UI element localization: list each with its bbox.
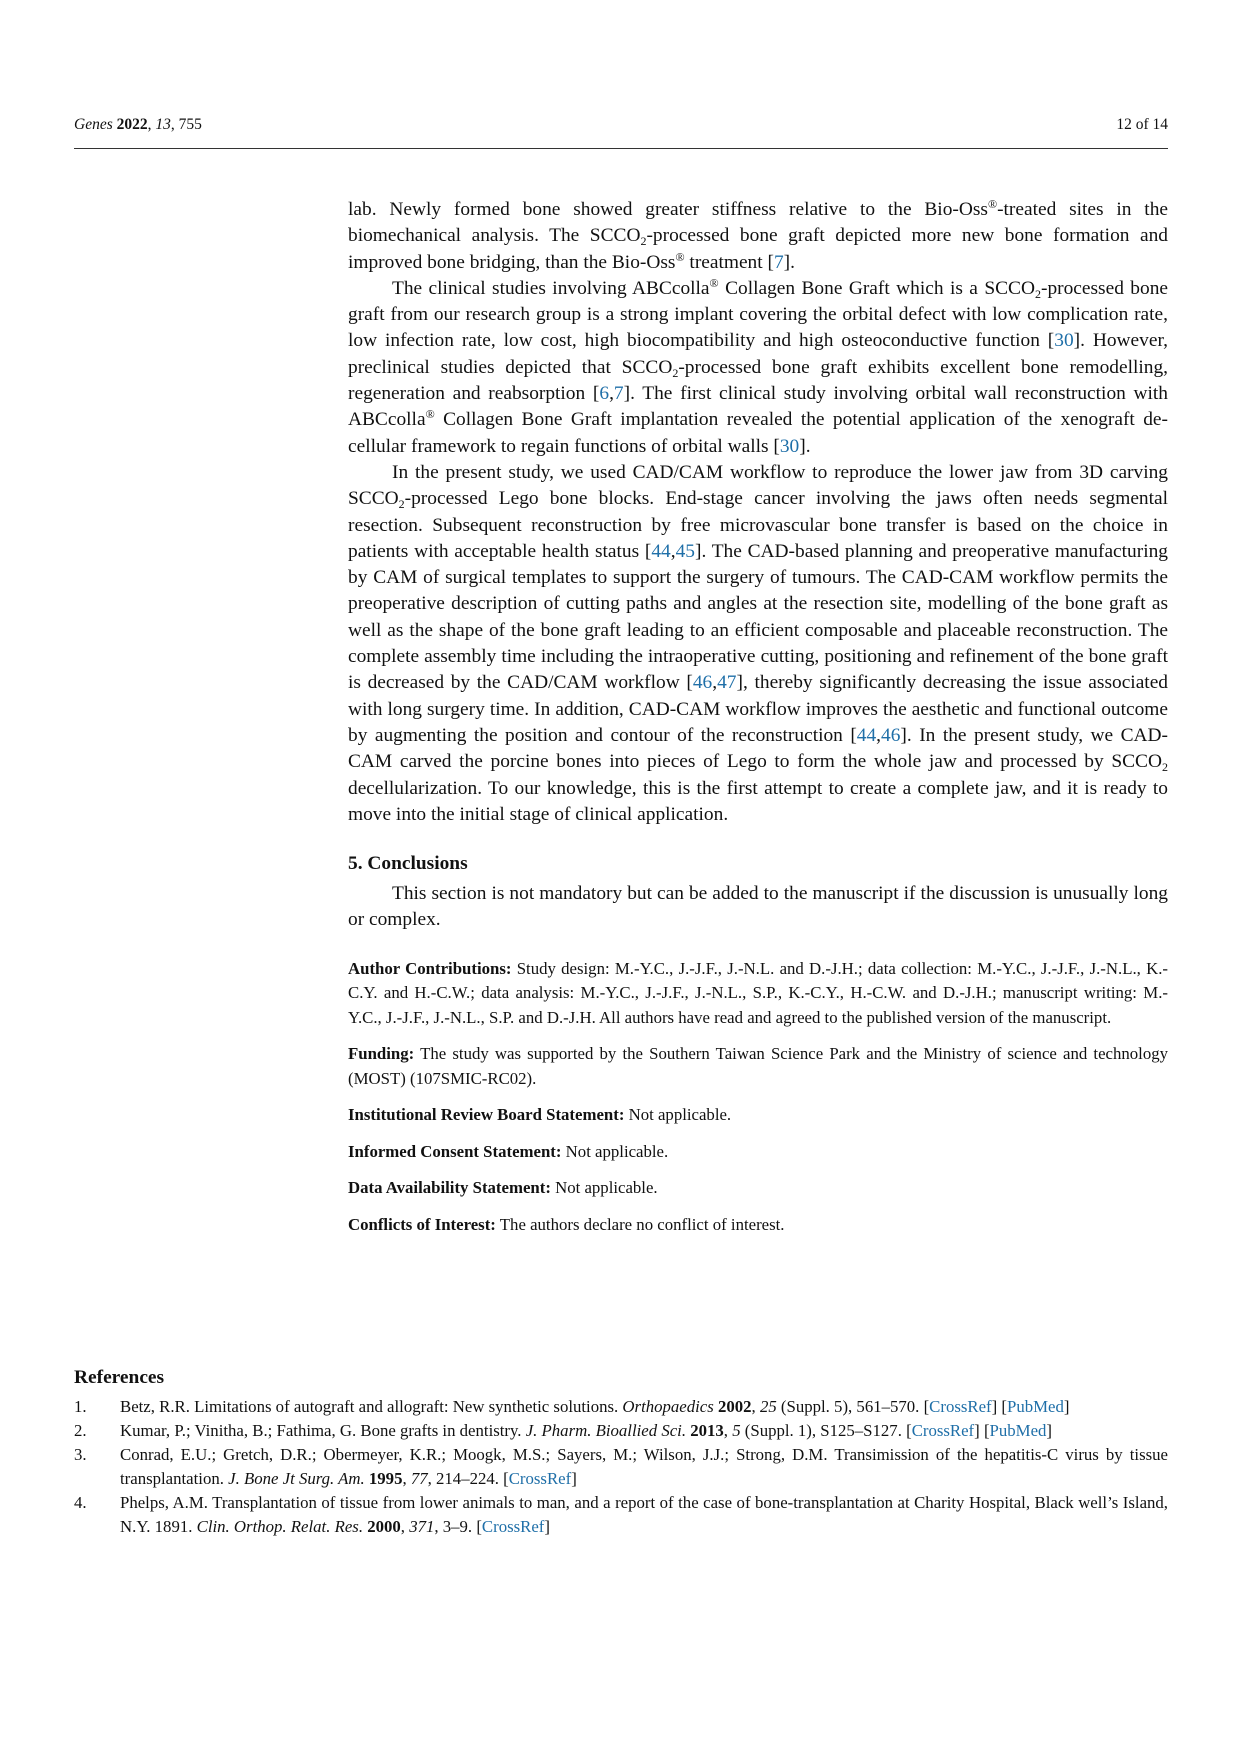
- citation-link[interactable]: 46: [881, 724, 901, 746]
- pubmed-link[interactable]: PubMed: [1007, 1397, 1064, 1416]
- reference-item: 3. Conrad, E.U.; Gretch, D.R.; Obermeyer, K.R.; Moogk, M.S.; Sayers, M.; Wilson, J.J.; Strong, D.M. Transimission of the hepatitis-C virus by tissue transplantation. J. Bone Jt Surg. Am. 1995, 77, 214–224. [CrossRef]: [74, 1445, 1168, 1488]
- reference-item: 2. Kumar, P.; Vinitha, B.; Fathima, G. Bone grafts in dentistry. J. Pharm. Bioallied Sci. 2013, 5 (Suppl. 1), S125–S127. [CrossRef] [PubMed]: [74, 1421, 1052, 1440]
- section-heading-conclusions: 5. Conclusions: [348, 853, 468, 875]
- funding-statement: Funding: The study was supported by the Southern Taiwan Science Park and the Ministry of science and technology (MOST) (107SMIC-RC02).: [348, 1044, 1168, 1088]
- crossref-link[interactable]: CrossRef: [508, 1469, 572, 1488]
- references-heading: References: [74, 1367, 165, 1388]
- crossref-link[interactable]: CrossRef: [911, 1421, 975, 1440]
- paragraph-present-study: In the present study, we used CAD/CAM workflow to reproduce the lower jaw from 3D carving $SCCO_2$-processed Lego bone blocks. End-stage cancer involving the jaws often needs segmental resection. Subsequent reconstruction by free microvascular bone transfer is based on the choice in patients with acceptable health status [44,45]. The CAD-based planning and preoperative manufacturing by CAM of surgical templates to support the surgery of tumours. The CAD-CAM workflow permits the preoperative description of cutting paths and angles at the resection site, modelling of the bone graft as well as the shape of the bone graft leading to an efficient composable and placeable reconstruction. The complete assembly time including the intraoperative cutting, positioning and refinement of the bone graft is decreased by the CAD/CAM workflow [46,47], thereby significantly decreasing the issue associated with long surgery time. In addition, CAD-CAM workflow improves the aesthetic and functional outcome by augmenting the position and contour of the reconstruction [44,46]. In the present study, we CAD-CAM carved the porcine bones into pieces of Lego to form the whole jaw and processed by $SCCO_2$ decellularization. To our knowledge, this is the first attempt to create a complete jaw, and it is ready to move into the initial stage of clinical application.: [348, 461, 1168, 825]
- citation-link[interactable]: 6: [599, 383, 610, 405]
- citation-link[interactable]: 47: [717, 672, 737, 694]
- citation-link[interactable]: 30: [1054, 330, 1074, 352]
- crossref-link[interactable]: CrossRef: [481, 1517, 545, 1536]
- reference-item: 4. Phelps, A.M. Transplantation of tissue from lower animals to man, and a report of the case of bone-transplantation at Charity Hospital, Black well’s Island, N.Y. 1891. Clin. Orthop. Relat. Res. 2000, 371, 3–9. [CrossRef]: [74, 1493, 1168, 1536]
- page-number: 12 of 14: [1116, 116, 1168, 133]
- journal-citation: Genes 2022, 13, 755: [74, 116, 202, 133]
- consent-statement: Informed Consent Statement: Not applicable.: [348, 1141, 669, 1161]
- author-contributions: Author Contributions: Study design: M.-Y.C., J.-J.F., J.-N.L. and D.-J.H.; data collection: M.-Y.C., J.-J.F., J.-N.L., K.-C.Y. and H.-C.W.; data analysis: M.-Y.C., J.-J.F., J.-N.L., S.P., K.-C.Y., H.-C.W. and D.-J.H.; manuscript writing: M.-Y.C., J.-J.F., J.-N.L., S.P. and D.-J.H. All authors have read and agreed to the published version of the manuscript.: [348, 958, 1168, 1027]
- citation-link[interactable]: 7: [613, 383, 624, 405]
- citation-link[interactable]: 30: [779, 435, 800, 457]
- back-matter: [348, 957, 1168, 1238]
- reference-item: 1. Betz, R.R. Limitations of autograft and allograft: New synthetic solutions. Orthopaedics 2002, 25 (Suppl. 5), 561–570. [CrossRef] [PubMed]: [74, 1397, 1070, 1416]
- references-section: [74, 1363, 1168, 1539]
- paragraph-continued: lab. Newly formed bone showed greater stiffness relative to the Bio-Oss®-treated sites in the biomechanical analysis. The $SCCO_2$-processed bone graft depicted more new bone formation and improved bone bridging, than the Bio-Oss® treatment [7].: [348, 197, 1168, 273]
- running-header: [74, 116, 1168, 149]
- journal-volume: 13: [155, 116, 171, 133]
- data-availability-statement: Data Availability Statement: Not applicable.: [348, 1178, 658, 1198]
- paragraph-clinical-studies: The clinical studies involving ABCcolla® Collagen Bone Graft which is a $SCCO_2$-processed bone graft from our research group is a strong implant covering the orbital defect with low complication rate, low infection rate, low cost, high biocompatibility and high osteoconductive function [30]. However, preclinical studies depicted that $SCCO_2$-processed bone graft exhibits excellent bone remodelling, regeneration and reabsorption [6,7]. The first clinical study involving orbital wall reconstruction with ABCcolla® Collagen Bone Graft implantation revealed the potential application of the xenograft de-cellular framework to regain functions of orbital walls [30].: [348, 275, 1168, 457]
- crossref-link[interactable]: CrossRef: [929, 1397, 992, 1416]
- citation-link[interactable]: 46: [692, 672, 713, 694]
- conflicts-of-interest: Conflicts of Interest: The authors declare no conflict of interest.: [348, 1214, 785, 1234]
- article-number: 755: [178, 116, 202, 133]
- irb-statement: Institutional Review Board Statement: Not applicable.: [348, 1105, 732, 1125]
- journal-name: Genes: [74, 116, 113, 133]
- citation-link[interactable]: 44: [856, 724, 877, 746]
- citation-link[interactable]: 7: [773, 251, 784, 273]
- paragraph-conclusions: This section is not mandatory but can be added to the manuscript if the discussion is unusually long or complex.: [348, 883, 1168, 931]
- pubmed-link[interactable]: PubMed: [989, 1421, 1047, 1440]
- citation-link[interactable]: 45: [675, 540, 695, 562]
- main-text-column: [348, 197, 1168, 1249]
- citation-link[interactable]: 44: [651, 540, 671, 562]
- journal-year: 2022: [116, 116, 148, 133]
